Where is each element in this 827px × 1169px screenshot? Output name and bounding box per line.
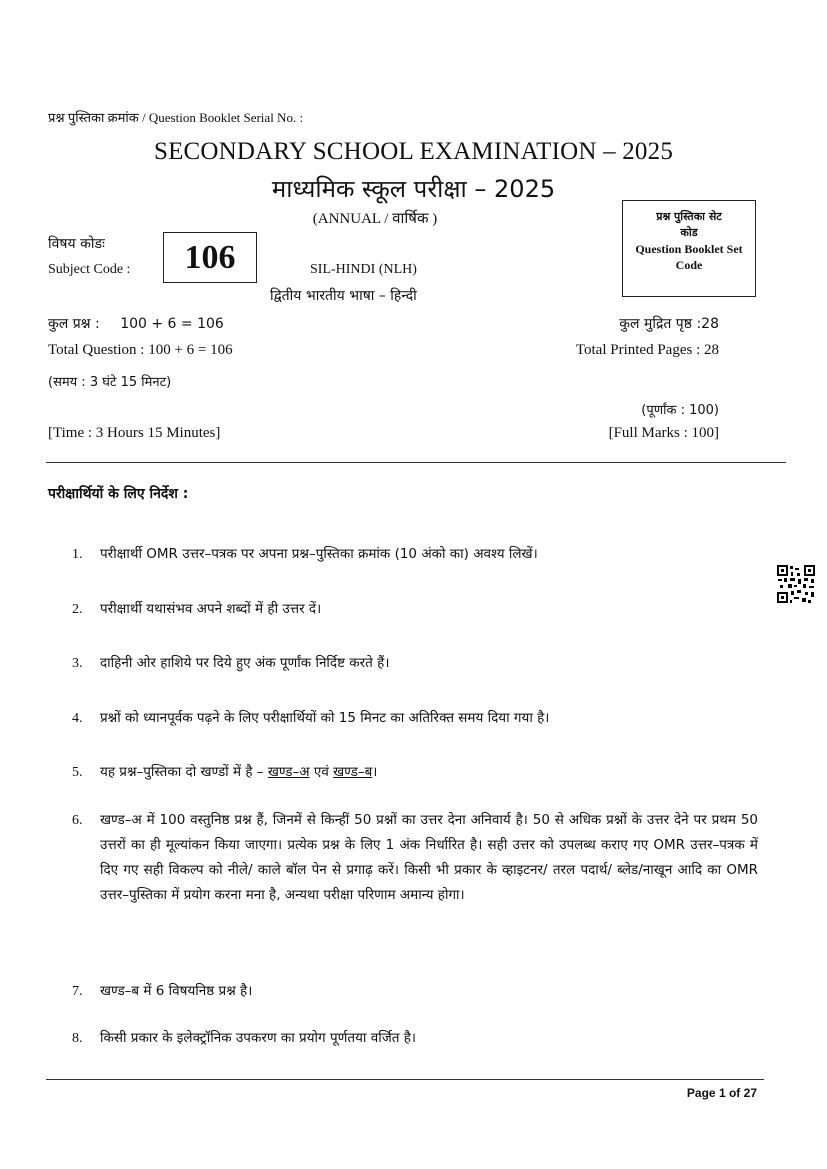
page-of-label: of: [728, 1086, 741, 1100]
instruction-number: 3.: [72, 656, 83, 671]
subject-code-box: 106: [163, 232, 257, 283]
section-a-link: खण्ड–अ: [267, 764, 310, 780]
time-hi: (समय : 3 घंटे 15 मिनट): [48, 375, 172, 390]
subject-name-en: SIL-HINDI (NLH): [310, 262, 417, 277]
instruction-item: [72, 808, 758, 908]
instruction-text: किसी प्रकार के इलेक्ट्रॉनिक उपकरण का प्रयोग पूर्णतया वर्जित है।: [100, 1030, 416, 1046]
instruction-text: खण्ड–ब में 6 विषयनिष्ठ प्रश्न है।: [100, 983, 253, 999]
page-current: 1: [718, 1086, 726, 1100]
page-label: Page: [686, 1086, 716, 1100]
instruction-item: [72, 979, 758, 1004]
instruction-item: [72, 651, 758, 676]
booklet-set-code-box: [622, 200, 756, 297]
total-questions-en: Total Question : 100 + 6 = 106: [48, 342, 233, 358]
instruction-number: 7.: [72, 984, 83, 999]
set-code-label-hi-1: प्रश्न पुस्तिका सेट: [656, 210, 722, 223]
subject-name-hi: द्वितीय भारतीय भाषा – हिन्दी: [270, 288, 417, 304]
serial-number-label: प्रश्न पुस्तिका क्रमांक / Question Booklet Serial No. :: [48, 110, 304, 125]
instruction-number: 5.: [72, 765, 83, 780]
instruction-number: 2.: [72, 602, 83, 617]
full-marks-hi: (पूर्णांक : 100): [641, 403, 719, 418]
instruction-number: 1.: [72, 547, 83, 562]
annual-label: (ANNUAL / वार्षिक ): [312, 211, 438, 227]
total-pages-hi: कुल मुद्रित पृष्ठ :28: [619, 316, 719, 332]
instruction-item: [72, 1026, 758, 1051]
instruction-text: परीक्षार्थी OMR उत्तर–पत्रक पर अपना प्रश्न–पुस्तिका क्रमांक (10 अंको का) अवश्य लिखें।: [100, 546, 538, 562]
set-code-label-hi-2: कोड: [680, 226, 698, 239]
set-code-label-en-1: Question Booklet Set: [635, 242, 743, 256]
instruction-text-part: एवं: [309, 764, 334, 780]
total-questions-hi-label: कुल प्रश्न :: [48, 316, 100, 332]
subject-code-label-en: Subject Code :: [48, 262, 131, 277]
instruction-number: 4.: [72, 711, 83, 726]
footer-divider: [46, 1079, 764, 1080]
subject-code-label-hi: विषय कोडः: [48, 236, 105, 252]
instruction-number: 6.: [72, 813, 83, 828]
instruction-text-part: ।: [372, 764, 378, 780]
instruction-item: [72, 597, 758, 622]
instruction-item: [72, 706, 758, 731]
time-en: [Time : 3 Hours 15 Minutes]: [48, 425, 221, 441]
exam-title-hi: माध्यमिक स्कूल परीक्षा – 2025: [271, 175, 556, 203]
instruction-item: [72, 760, 758, 785]
page-number: [687, 1086, 757, 1100]
qr-code-icon: [776, 564, 816, 604]
instruction-text: खण्ड–अ में 100 वस्तुनिष्ठ प्रश्न हैं, जिनमें से किन्हीं 50 प्रश्नों का उत्तर देना अनिवार्य है। 50 से अधिक प्रश्नों के उत्तर देने पर प्रथम 50 उत्तरों का ही मूल्यांकन किया जाएगा। प्रत्येक प्रश्न के लिए 1 अंक निर्धारित है। सही उत्तर को उपलब्ध कराए गए OMR उत्तर–पत्रक में दिए गए सही विकल्प को नीले/ काले बॉल पेन से प्रगाढ़ करें। किसी भी प्रकार के व्हाइटनर/ तरल पदार्थ/ ब्लेड/नाखून आदि का OMR उत्तर–पुस्तिका में प्रयोग करना मना है, अन्यथा परीक्षा परिणाम अमान्य होगा।: [100, 812, 758, 903]
exam-title-en: SECONDARY SCHOOL EXAMINATION – 2025: [153, 138, 674, 165]
instruction-number: 8.: [72, 1031, 83, 1046]
instruction-text: परीक्षार्थी यथासंभव अपने शब्दों में ही उत्तर दें।: [100, 601, 322, 617]
full-marks-en: [Full Marks : 100]: [608, 425, 719, 441]
set-code-label-en-2: Code: [675, 258, 703, 272]
section-b-link: खण्ड–ब: [333, 764, 373, 780]
instruction-text: प्रश्नों को ध्यानपूर्वक पढ़ने के लिए परीक्षार्थियों को 15 मिनट का अतिरिक्त समय दिया गया है।: [100, 710, 550, 726]
page-total: 27: [743, 1086, 757, 1100]
instruction-text: [100, 760, 758, 785]
total-questions-hi: [48, 314, 224, 333]
instruction-item: [72, 542, 758, 567]
instructions-heading: परीक्षार्थियों के लिए निर्देश :: [48, 486, 189, 502]
total-pages-en: Total Printed Pages : 28: [575, 342, 719, 358]
instruction-text: दाहिनी ओर हाशिये पर दिये हुए अंक पूर्णांक निर्दिष्ट करते हैं।: [100, 655, 390, 671]
header-divider: [46, 462, 786, 463]
total-questions-hi-value: 100 + 6 = 106: [120, 316, 224, 332]
instruction-text-part: यह प्रश्न–पुस्तिका दो खण्डों में है –: [100, 764, 268, 780]
